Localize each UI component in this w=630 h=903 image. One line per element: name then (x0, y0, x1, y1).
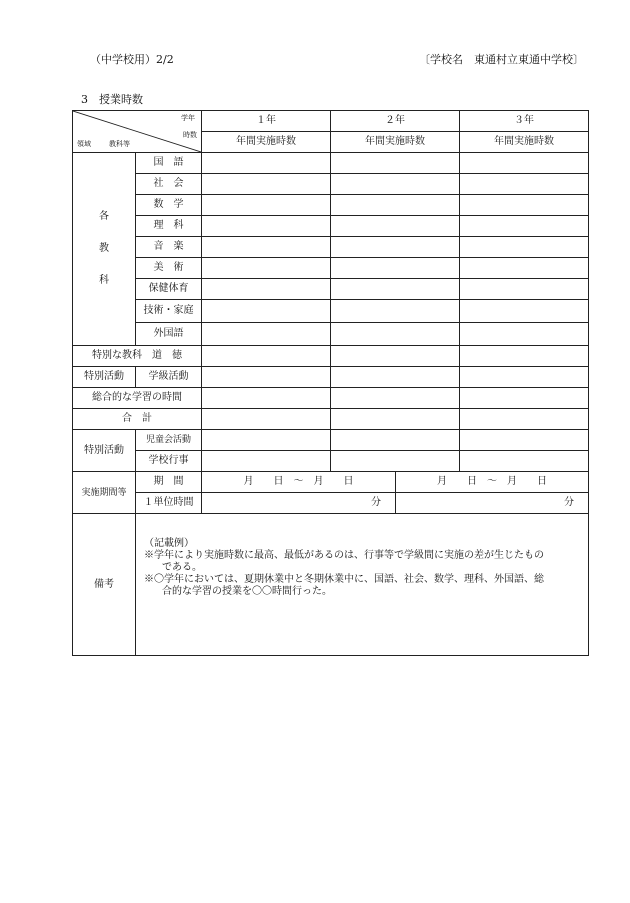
hours-cell[interactable] (460, 451, 589, 472)
hours-cell[interactable] (331, 451, 460, 472)
class-hours-table (72, 110, 589, 656)
school-events-label: 学校行事 (136, 451, 202, 472)
grade-3-subheader: 年間実施時数 (460, 132, 589, 153)
subject-label: 保健体育 (136, 279, 202, 300)
hours-cell[interactable] (202, 237, 331, 258)
unit-time-2[interactable]: 分 (396, 493, 589, 514)
corner-subject: 教科等 (109, 140, 130, 148)
hours-cell[interactable] (460, 346, 589, 367)
remarks-line: （記載例） (144, 538, 194, 549)
school-name: 〔学校名 東通村立東通中学校〕 (419, 53, 584, 66)
hours-cell[interactable] (202, 195, 331, 216)
grade-2-subheader: 年間実施時数 (331, 132, 460, 153)
subject-label: 数 学 (136, 195, 202, 216)
period-range-1[interactable]: 月 日 ～ 月 日 (202, 472, 396, 493)
hours-cell[interactable] (331, 367, 460, 388)
hours-cell[interactable] (202, 388, 331, 409)
remarks-label: 備考 (73, 514, 136, 656)
hours-cell[interactable] (460, 237, 589, 258)
hours-cell[interactable] (331, 153, 460, 174)
corner-hours: 時数 (183, 131, 197, 139)
corner-domain: 領域 (77, 140, 91, 148)
hours-cell[interactable] (202, 300, 331, 323)
hours-cell[interactable] (331, 216, 460, 237)
class-activity-label: 学級活動 (136, 367, 202, 388)
unit-time-label: １単位時間 (136, 493, 202, 514)
period-label: 期 間 (136, 472, 202, 493)
hours-cell[interactable] (460, 195, 589, 216)
hours-cell[interactable] (460, 153, 589, 174)
subject-label: 音 楽 (136, 237, 202, 258)
grade-2-header: ２年 (331, 111, 460, 132)
grade-3-header: ３年 (460, 111, 589, 132)
unit-time-1[interactable]: 分 (202, 493, 396, 514)
subject-label: 社 会 (136, 174, 202, 195)
hours-cell[interactable] (202, 451, 331, 472)
hours-cell[interactable] (331, 346, 460, 367)
integrated-study-label: 総合的な学習の時間 (73, 388, 202, 409)
form-label: （中学校用）2/2 (90, 53, 174, 66)
total-cell[interactable] (202, 409, 331, 430)
hours-cell[interactable] (331, 279, 460, 300)
hours-cell[interactable] (202, 346, 331, 367)
hours-cell[interactable] (331, 174, 460, 195)
hours-cell[interactable] (331, 258, 460, 279)
special-activity-label: 特別活動 (73, 430, 136, 472)
hours-cell[interactable] (331, 323, 460, 346)
hours-cell[interactable] (331, 388, 460, 409)
hours-cell[interactable] (460, 388, 589, 409)
student-council-label: 児童会活動 (136, 430, 202, 451)
subject-label: 技術・家庭 (136, 300, 202, 323)
hours-cell[interactable] (460, 323, 589, 346)
subject-label: 美 術 (136, 258, 202, 279)
hours-cell[interactable] (460, 258, 589, 279)
hours-cell[interactable] (460, 430, 589, 451)
hours-cell[interactable] (202, 367, 331, 388)
hours-cell[interactable] (202, 216, 331, 237)
hours-cell[interactable] (202, 323, 331, 346)
total-label: 合 計 (73, 409, 202, 430)
grade-1-subheader: 年間実施時数 (202, 132, 331, 153)
grade-1-header: １年 (202, 111, 331, 132)
total-cell[interactable] (460, 409, 589, 430)
hours-cell[interactable] (331, 237, 460, 258)
corner-header (73, 111, 202, 153)
hours-cell[interactable] (460, 300, 589, 323)
hours-cell[interactable] (202, 430, 331, 451)
period-group-label: 実施期間等 (73, 472, 136, 514)
remarks-line: である。 (162, 562, 202, 573)
remarks-line: ※〇学年においては、夏期休業中と冬期休業中に、国語、社会、数学、理科、外国語、総 (144, 574, 544, 585)
moral-label: 特別な教科 道 徳 (73, 346, 202, 367)
hours-cell[interactable] (331, 430, 460, 451)
remarks-body[interactable] (136, 514, 589, 656)
section-title: 3 授業時数 (81, 93, 143, 106)
hours-cell[interactable] (202, 153, 331, 174)
hours-cell[interactable] (460, 216, 589, 237)
kakukyouka-label: 各 教 科 (73, 153, 136, 346)
subject-label: 理 科 (136, 216, 202, 237)
hours-cell[interactable] (202, 258, 331, 279)
hours-cell[interactable] (331, 300, 460, 323)
special-activity-label: 特別活動 (73, 367, 136, 388)
remarks-line: 合的な学習の授業を〇〇時間行った。 (162, 586, 332, 597)
hours-cell[interactable] (460, 174, 589, 195)
hours-cell[interactable] (460, 279, 589, 300)
total-cell[interactable] (331, 409, 460, 430)
subject-label: 外国語 (136, 323, 202, 346)
hours-cell[interactable] (460, 367, 589, 388)
subject-label: 国 語 (136, 153, 202, 174)
corner-grade: 学年 (181, 114, 195, 122)
period-range-2[interactable]: 月 日 ～ 月 日 (396, 472, 589, 493)
hours-cell[interactable] (331, 195, 460, 216)
hours-cell[interactable] (202, 279, 331, 300)
remarks-line: ※学年により実施時数に最高、最低があるのは、行事等で学級間に実施の差が生じたもの (144, 550, 544, 561)
hours-cell[interactable] (202, 174, 331, 195)
